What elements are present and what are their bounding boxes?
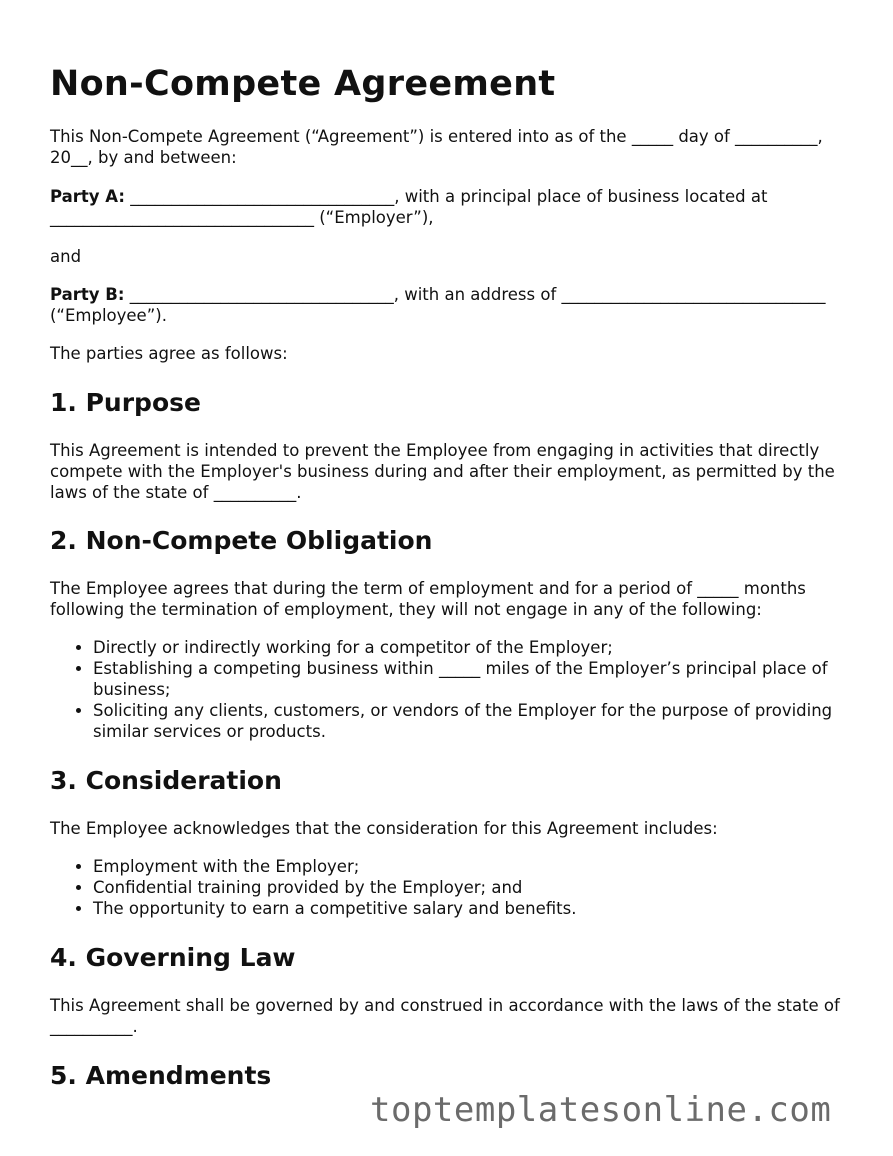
list-item: • Employment with the Employer;: [93, 856, 850, 877]
section-body-consideration: The Employee acknowledges that the consideration for this Agreement includes:: [50, 819, 718, 838]
document-page: [50, 0, 850, 1091]
section-heading-amendments: 5. Amendments: [50, 1061, 272, 1090]
party-a-paragraph: [50, 186, 850, 228]
non-compete-list: [50, 637, 850, 742]
section-body-governing-law: This Agreement shall be governed by and construed in accordance with the laws of the state of __________.: [50, 996, 840, 1036]
party-a-label: Party A:: [50, 187, 125, 206]
list-item: • The opportunity to earn a competitive salary and benefits.: [93, 898, 850, 919]
section-heading-purpose: 1. Purpose: [50, 388, 201, 417]
section-heading-governing-law: 4. Governing Law: [50, 943, 296, 972]
list-item: • Soliciting any clients, customers, or vendors of the Employer for the purpose of providing similar services or products.: [93, 700, 850, 742]
watermark-text: toptemplatesonline.com: [370, 1090, 832, 1130]
list-item: • Establishing a competing business within _____ miles of the Employer’s principal place of business;: [93, 658, 850, 700]
section-heading-non-compete-obligation: 2. Non-Compete Obligation: [50, 526, 433, 555]
agree-paragraph: The parties agree as follows:: [50, 344, 288, 363]
consideration-list: [50, 856, 850, 919]
party-b-paragraph: [50, 284, 850, 326]
document-title: Non-Compete Agreement: [50, 64, 556, 104]
intro-paragraph: This Non-Compete Agreement (“Agreement”) is entered into as of the _____ day of __________, 20__, by and between:: [50, 127, 823, 167]
party-a-text: ________________________________, with a principal place of business located at ________________________________ (“Employer”),: [50, 187, 768, 227]
list-item: • Confidential training provided by the Employer; and: [93, 877, 850, 898]
list-item: • Directly or indirectly working for a competitor of the Employer;: [93, 637, 850, 658]
party-b-label: Party B:: [50, 285, 125, 304]
party-b-text: ________________________________, with an address of ________________________________ (“Employee”).: [50, 285, 826, 325]
and-paragraph: and: [50, 247, 82, 266]
section-body-purpose: This Agreement is intended to prevent the Employee from engaging in activities that directly compete with the Employer's business during and after their employment, as permitted by the laws of the state of __________.: [50, 441, 835, 502]
section-body-non-compete-obligation: The Employee agrees that during the term of employment and for a period of _____ months following the termination of employment, they will not engage in any of the following:: [50, 579, 806, 619]
section-heading-consideration: 3. Consideration: [50, 766, 282, 795]
